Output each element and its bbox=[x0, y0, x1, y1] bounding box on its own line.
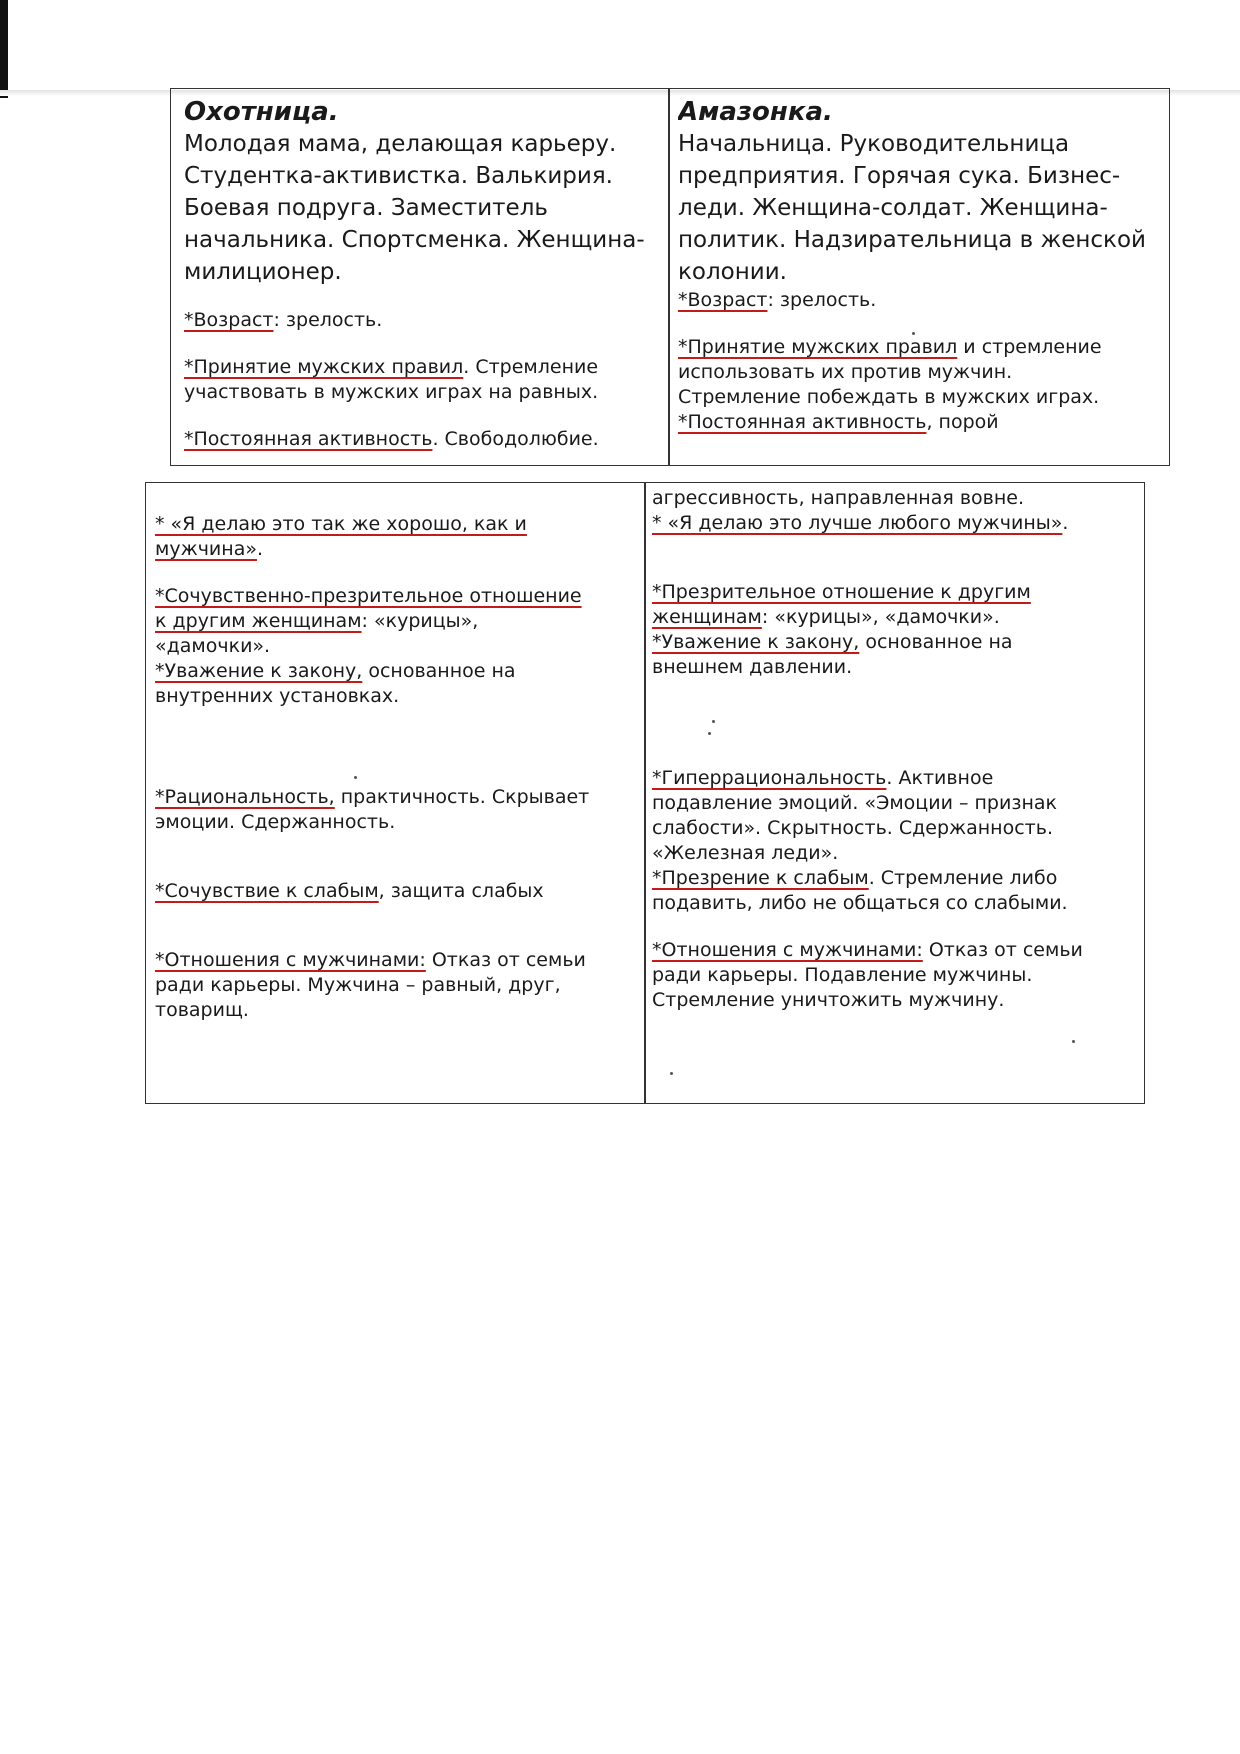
hunter-intro: Молодая мама, делающая карьеру. Студентка-активистка. Валькирия. Боевая подруга. Заместитель начальника. Спортсменка. Женщина-милиционер. bbox=[184, 131, 645, 285]
hunter-quote-text: . bbox=[256, 538, 264, 560]
hunter-rationality bbox=[155, 785, 639, 835]
scan-speck bbox=[354, 776, 357, 779]
scan-speck bbox=[912, 332, 915, 335]
hunter-rules-key: *Принятие мужских правил bbox=[184, 356, 464, 378]
hunter-quote-key: * «Я делаю это так же хорошо, как и мужчина» bbox=[155, 513, 527, 560]
amazon-rules bbox=[678, 335, 1166, 410]
amazon-attitude-key: *Презрительное отношение к другим женщинам bbox=[652, 581, 1031, 628]
amazon-activity-key: *Постоянная активность bbox=[678, 411, 927, 433]
amazon-quote-text: . bbox=[1062, 512, 1069, 534]
hunter-men-key: *Отношения с мужчинами: bbox=[155, 949, 426, 971]
hunter-age-text: : зрелость. bbox=[273, 309, 383, 331]
amazon-cont: агрессивность, направленная вовне. bbox=[652, 487, 1025, 509]
amazon-rationality-key: *Гиперрациональность bbox=[652, 767, 887, 789]
amazon-weak-text: . Стремление либо подавить, либо не общаться со слабыми. bbox=[652, 867, 1068, 914]
hunter-age bbox=[184, 308, 664, 333]
hunter-rules-text: . Стремление участвовать в мужских играх на равных. bbox=[184, 356, 599, 403]
hunter-law bbox=[155, 659, 639, 709]
bottom-table-divider bbox=[644, 482, 646, 1104]
amazon-law-key: *Уважение к закону, bbox=[652, 631, 860, 653]
amazon-quote-key: * «Я делаю это лучше любого мужчины» bbox=[652, 512, 1063, 534]
top-left-cell bbox=[184, 96, 664, 466]
amazon-rules-key: *Принятие мужских правил bbox=[678, 336, 958, 358]
amazon-rationality-text: . Активное подавление эмоций. «Эмоции – признак слабости». Скрытность. Сдержанность. «Железная леди». bbox=[652, 767, 1057, 864]
amazon-rules-text: и стремление использовать их против мужчин. Стремление побеждать в мужских играх. bbox=[678, 336, 1102, 408]
hunter-weak-text: , защита слабых bbox=[378, 880, 544, 902]
hunter-men bbox=[155, 948, 639, 1023]
hunter-quote bbox=[155, 512, 639, 562]
top-table-divider bbox=[668, 88, 670, 466]
hunter-activity bbox=[184, 427, 664, 452]
amazon-men bbox=[652, 938, 1142, 1013]
bottom-left-cell bbox=[155, 512, 639, 1097]
amazon-weak bbox=[652, 866, 1142, 916]
amazon-attitude-text: : «курицы», «дамочки». bbox=[761, 606, 1000, 628]
amazon-quote bbox=[652, 511, 1142, 536]
hunter-title: Охотница. bbox=[184, 97, 339, 127]
hunter-rules bbox=[184, 355, 664, 405]
scan-speck bbox=[670, 1072, 673, 1075]
hunter-attitude-text: : «курицы», «дамочки». bbox=[155, 610, 479, 657]
hunter-activity-text: . Свободолюбие. bbox=[432, 428, 599, 450]
hunter-rationality-text: практичность. Скрывает эмоции. Сдержанность. bbox=[155, 786, 590, 833]
hunter-weak bbox=[155, 879, 639, 904]
scan-speck bbox=[1072, 1040, 1075, 1043]
hunter-weak-key: *Сочувствие к слабым bbox=[155, 880, 379, 902]
amazon-weak-key: *Презрение к слабым bbox=[652, 867, 869, 889]
amazon-men-text: Отказ от семьи ради карьеры. Подавление мужчины. Стремление уничтожить мужчину. bbox=[652, 939, 1083, 1011]
hunter-law-key: *Уважение к закону, bbox=[155, 660, 363, 682]
amazon-age-key: *Возраст bbox=[678, 289, 768, 311]
amazon-age bbox=[678, 288, 1166, 313]
scan-speck bbox=[712, 720, 715, 723]
amazon-attitude bbox=[652, 580, 1142, 630]
amazon-title: Амазонка. bbox=[678, 97, 833, 127]
hunter-age-key: *Возраст bbox=[184, 309, 274, 331]
amazon-activity bbox=[678, 410, 1166, 435]
amazon-intro: Начальница. Руководительница предприятия. Горячая сука. Бизнес-леди. Женщина-солдат. Женщина-политик. Надзирательница в женской колонии. bbox=[678, 131, 1146, 285]
hunter-attitude bbox=[155, 584, 639, 659]
top-right-cell bbox=[678, 96, 1166, 466]
amazon-activity-text: , порой bbox=[926, 411, 999, 433]
hunter-law-text: основанное на внутренних установках. bbox=[155, 660, 516, 707]
amazon-age-text: : зрелость. bbox=[767, 289, 877, 311]
hunter-attitude-key: *Сочувственно-презрительное отношение к другим женщинам bbox=[155, 585, 582, 632]
scan-edge-shadow bbox=[0, 0, 8, 98]
scan-speck bbox=[708, 732, 711, 735]
amazon-rationality bbox=[652, 766, 1142, 866]
bottom-right-cell bbox=[652, 486, 1142, 1096]
hunter-activity-key: *Постоянная активность bbox=[184, 428, 433, 450]
hunter-rationality-key: *Рациональность, bbox=[155, 786, 335, 808]
hunter-men-text: Отказ от семьи ради карьеры. Мужчина – равный, друг, товарищ. bbox=[155, 949, 586, 1021]
amazon-men-key: *Отношения с мужчинами: bbox=[652, 939, 923, 961]
amazon-law bbox=[652, 630, 1142, 680]
amazon-law-text: основанное на внешнем давлении. bbox=[652, 631, 1013, 678]
